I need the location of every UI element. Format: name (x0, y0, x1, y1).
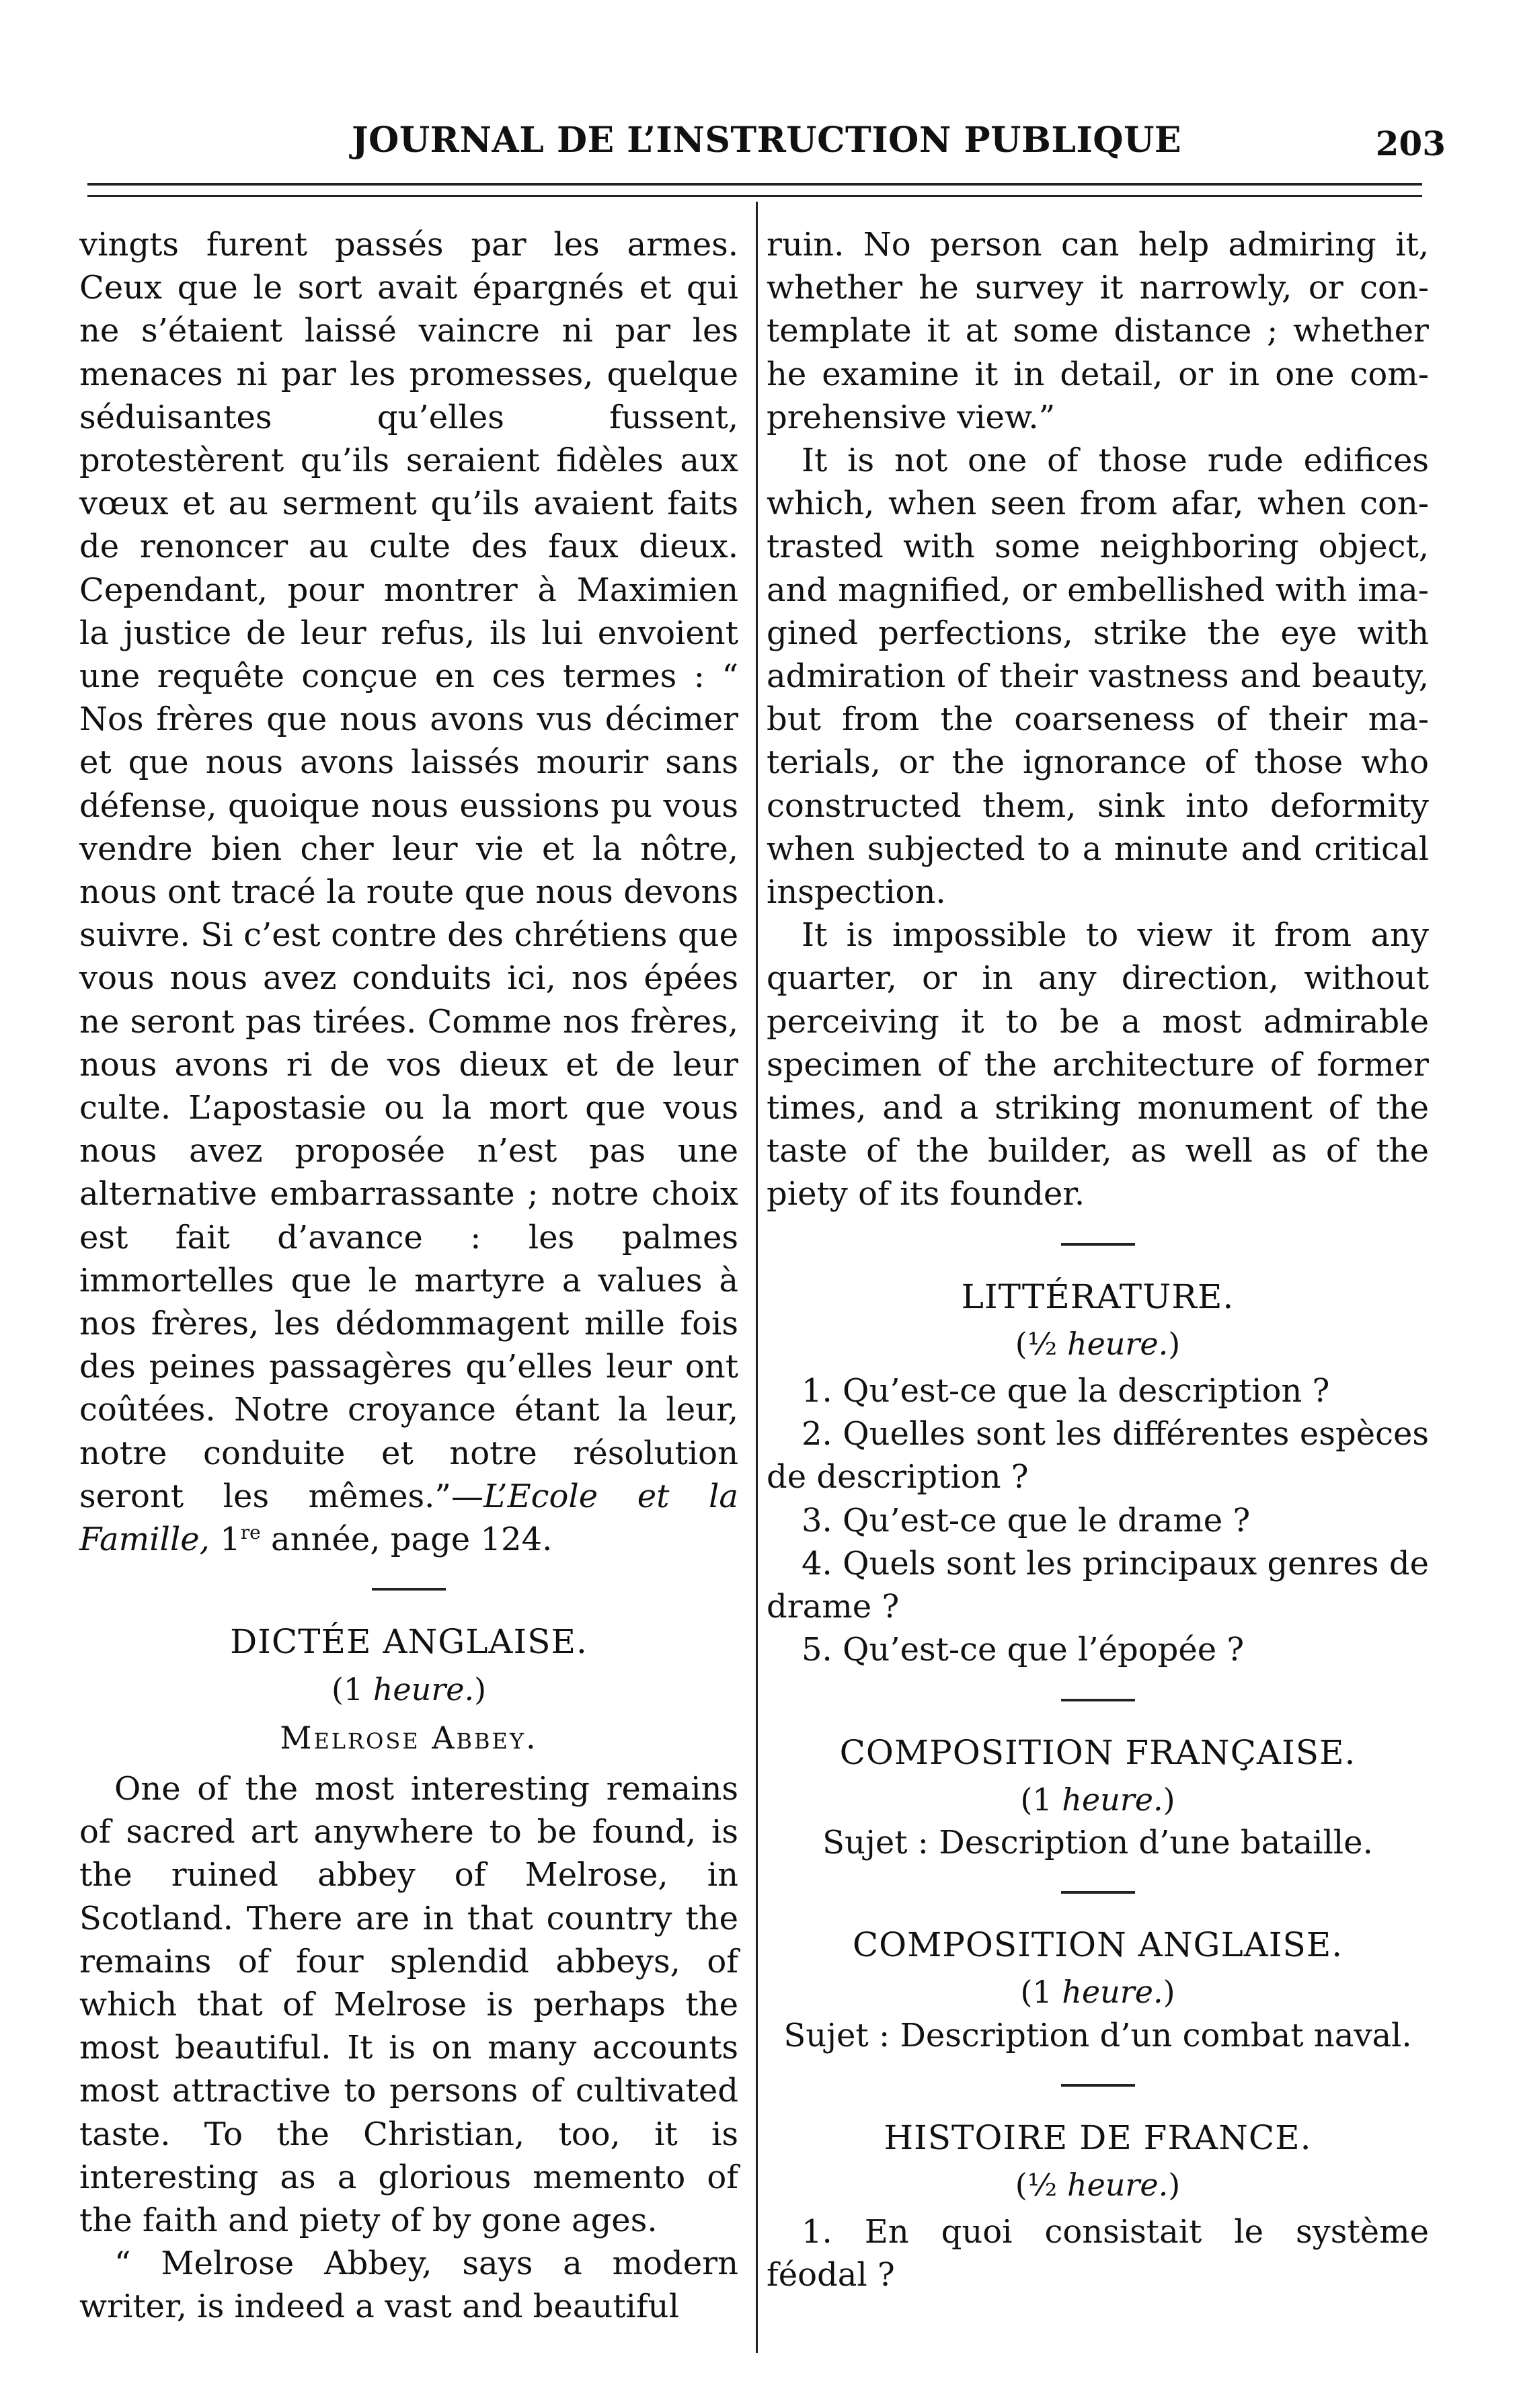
right-paragraph-1: ruin. No person can help admiring it, whether he survey it narrowly, or contemplate it at some distance ; whether he examine it in detail, or in one comprehensive view.” (767, 226, 1429, 436)
composition-francaise-subject: Sujet : Description d’une bataille. (822, 1823, 1373, 1861)
header-rule-bottom (87, 195, 1422, 197)
duration-open: (½ (1015, 2166, 1067, 2203)
section-separator (1061, 1243, 1135, 1246)
duration-word: heure. (1062, 1974, 1163, 2011)
litterature-questions (767, 1369, 1429, 1671)
right-column (767, 223, 1429, 2297)
section-separator (1061, 2084, 1135, 2087)
duration-close: ) (1163, 1781, 1175, 1818)
composition-francaise-duration (767, 1778, 1429, 1821)
duration-open: (1 (1020, 1781, 1062, 1818)
histoire-questions (767, 2210, 1429, 2296)
section-separator (1061, 1891, 1135, 1894)
question-item: 3. Qu’est-ce que le drame ? (802, 1501, 1251, 1539)
question-item: 2. Quelles sont les différentes espèces de description ? (767, 1415, 1429, 1496)
dictee-title: DICTÉE ANGLAISE. (230, 1622, 588, 1662)
duration-open: (1 (1020, 1974, 1062, 2011)
right-paragraph-2: It is not one of those rude edifices which, when seen from afar, when contrasted with some neighboring object, and magnified, or embellished with imagined perfections, strike the eye with admiration of their vastness and beauty, but from the coarseness of their materials, or the ignorance of those who constructed them, sink into deformity when subjected to a minute and critical inspection. (767, 442, 1429, 912)
dictee-paragraph-1: One of the most interesting remains of sacred art anywhere to be found, is the ruined abbey of Melrose, in Scotland. There are in that country the remains of four splendid abbeys, of which that of Melrose is perhaps the most beautiful. It is on many accounts most attractive to persons of cultivated taste. To the Christian, too, it is interesting as a glorious memento of the faith and piety of by gone ages. (79, 1769, 738, 2239)
duration-open: (½ (1015, 1325, 1067, 1362)
source-citation: L’Ecole et la Famille, (79, 1477, 738, 1559)
question-item: 1. En quoi consistait le système féodal ? (767, 2213, 1429, 2294)
right-paragraph-3: It is impossible to view it from any quarter, or in any direction, without perceiving it to be a most admirable specimen of the architecture of former times, and a striking monument of the taste of the builder, as well as of the piety of its founder. (767, 916, 1429, 1213)
header-rule-top (87, 183, 1422, 186)
duration-close: ) (1168, 1325, 1181, 1362)
composition-francaise-title: COMPOSITION FRANÇAISE. (839, 1732, 1356, 1772)
litterature-duration (767, 1322, 1429, 1365)
composition-anglaise-title: COMPOSITION ANGLAISE. (852, 1925, 1343, 1965)
section-separator (372, 1588, 446, 1591)
duration-close: ) (1163, 1974, 1175, 2011)
column-divider (756, 202, 758, 2353)
left-column (79, 223, 738, 2329)
source-rest: année, page 124. (260, 1521, 553, 1559)
histoire-title: HISTOIRE DE FRANCE. (884, 2118, 1312, 2157)
source-year-number: 1 (220, 1521, 241, 1559)
section-separator (1061, 1699, 1135, 1701)
source-year-sup: re (240, 1521, 261, 1544)
litterature-title: LITTÉRATURE. (961, 1277, 1235, 1316)
left-paragraph-1 (79, 223, 738, 1561)
histoire-duration (767, 2163, 1429, 2206)
question-item: 4. Quels sont les principaux genres de drame ? (767, 1544, 1429, 1626)
page-header (87, 114, 1446, 175)
dictee-duration (79, 1668, 738, 1711)
composition-anglaise-duration (767, 1970, 1429, 2013)
left-paragraph-1-text: vingts furent passés par les armes. Ceux que le sort avait épargnés et qui ne s’étaient laissé vaincre ni par les menaces ni par les promesses, quelque séduisantes qu’elles fussent, protestèrent qu’ils seraient fidèles aux vœux et au serment qu’ils avaient faits de renoncer au culte des faux dieux. Cependant, pour montrer à Maximien la justice de leur refus, ils lui envoient une requête conçue en ces termes : “ Nos frères que nous avons vus décimer et que nous avons laissés mourir sans défense, quoique nous eussions pu vous vendre bien cher leur vie et la nôtre, nous ont tracé la route que nous devons suivre. Si c’est contre des chrétiens que vous nous avez conduits ici, nos épées ne seront pas tirées. Comme nos frères, nous avons ri de vos dieux et de leur culte. L’apostasie ou la mort que vous nous avez proposée n’est pas une alternative embarrassante ; notre choix est fait d’avance : les palmes immortelles que le martyre a values à nos frères, les dédommagent mille fois des peines passagères qu’elles leur ont coûtées. Notre croyance étant la leur, notre conduite et notre résolution seront les mêmes.”— (79, 226, 738, 1515)
composition-anglaise-subject: Sujet : Description d’un combat naval. (783, 2016, 1412, 2054)
duration-word: heure. (1066, 2166, 1169, 2203)
question-item: 1. Qu’est-ce que la description ? (802, 1372, 1330, 1410)
running-title: JOURNAL DE L’INSTRUCTION PUBLIQUE (351, 120, 1182, 161)
dictee-subtitle: Melrose Abbey. (280, 1719, 538, 1756)
dictee-paragraph-2: “ Melrose Abbey, says a modern writer, is indeed a vast and beautiful (79, 2245, 738, 2326)
question-item: 5. Qu’est-ce que l’épopée ? (802, 1631, 1245, 1669)
duration-close: ) (474, 1671, 487, 1708)
page-number: 203 (1375, 124, 1446, 163)
duration-open: (1 (331, 1671, 373, 1708)
duration-word: heure. (373, 1671, 475, 1708)
duration-word: heure. (1062, 1781, 1163, 1818)
duration-close: ) (1168, 2166, 1181, 2203)
duration-word: heure. (1066, 1325, 1169, 1362)
